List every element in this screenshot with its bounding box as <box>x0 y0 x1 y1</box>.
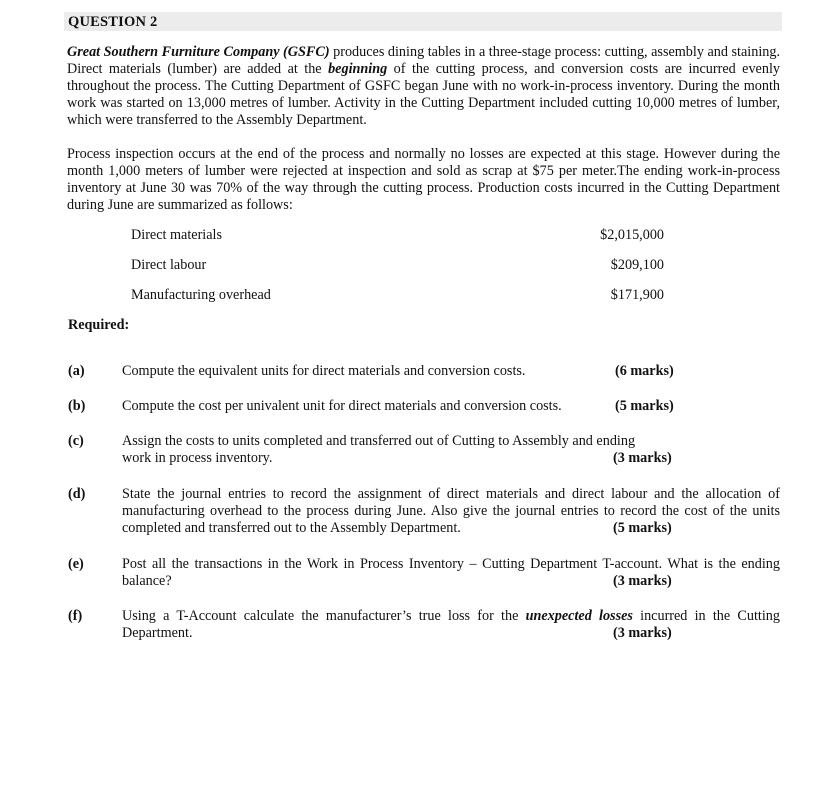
item-text: Post all the transactions in the Work in Process Inventory – Cutting Department T-account. What is the ending balance? <box>122 556 780 589</box>
cost-row-manufacturing-overhead <box>131 287 664 317</box>
item-text: Assign the costs to units completed and transferred out of Cutting to Assembly and ending work in process inventory. <box>122 433 636 466</box>
intro-emphasis: beginning <box>328 61 388 77</box>
question-title: QUESTION 2 <box>68 14 158 30</box>
item-marks: (3 marks) <box>613 450 672 466</box>
intro-text-a: produces dining tables in a three-stage process: cutting, assembly and staining. Direct materials (lumber) are added at the <box>67 44 781 77</box>
process-paragraph: Process inspection occurs at the end of the process and normally no losses are expected at this stage. However during the month 1,000 meters of lumber were rejected at inspection and sold as scrap at $75 per meter.The ending work-in-process inventory at June 30 was 70% of the way through the cutting process. Production costs incurred in the Cutting Department during June are summarized as follows: <box>67 146 780 213</box>
intro-text-b: of the cutting process, and conversion costs are incurred evenly throughout the process. The Cutting Department of GSFC began June with no work-in-process inventory. During the month work was started on 13,000 metres of lumber. Activity in the Cutting Department included cutting 10,000 metres of lumber, which were transferred to the Assembly Department. <box>67 61 780 128</box>
required-item-b <box>68 398 781 418</box>
item-letter: (f) <box>68 608 83 624</box>
cost-table <box>131 227 664 317</box>
item-text: Compute the equivalent units for direct materials and conversion costs. <box>122 363 526 379</box>
cost-value: $2,015,000 <box>600 227 664 243</box>
item-letter: (a) <box>68 363 85 379</box>
intro-paragraph <box>67 44 780 129</box>
item-text <box>122 608 780 642</box>
item-text-a: Using a T-Account calculate the manufacturer’s true loss for the <box>122 608 526 624</box>
item-marks: (3 marks) <box>613 625 672 641</box>
item-marks: (5 marks) <box>613 520 672 536</box>
item-letter: (e) <box>68 556 84 572</box>
required-item-f <box>68 608 781 644</box>
item-emphasis: unexpected losses <box>525 608 633 624</box>
cost-label: Direct labour <box>131 257 207 273</box>
question-header-bar <box>64 12 782 31</box>
item-marks: (6 marks) <box>615 363 674 379</box>
item-text: Compute the cost per univalent unit for direct materials and conversion costs. <box>122 398 562 414</box>
required-item-a <box>68 363 781 383</box>
cost-row-direct-labour <box>131 257 664 287</box>
item-marks: (3 marks) <box>613 573 672 589</box>
item-letter: (b) <box>68 398 86 414</box>
required-item-e <box>68 556 781 592</box>
cost-value: $171,900 <box>610 287 664 303</box>
item-text: State the journal entries to record the assignment of direct materials and direct labour and the allocation of manufacturing overhead to the process during June. Also give the journal entries to record the cost of the units completed and transferred out to the Assembly Department. <box>122 486 780 536</box>
cost-row-direct-materials <box>131 227 664 257</box>
item-marks: (5 marks) <box>615 398 674 414</box>
item-text-b: incurred in the Cutting Department. <box>122 608 780 641</box>
cost-label: Direct materials <box>131 227 222 243</box>
cost-label: Manufacturing overhead <box>131 287 271 303</box>
item-letter: (c) <box>68 433 84 449</box>
required-item-d <box>68 486 781 540</box>
required-item-c <box>68 433 781 469</box>
required-heading: Required: <box>68 317 130 333</box>
item-letter: (d) <box>68 486 86 502</box>
cost-value: $209,100 <box>610 257 664 273</box>
company-name: Great Southern Furniture Company (GSFC) <box>67 44 330 60</box>
